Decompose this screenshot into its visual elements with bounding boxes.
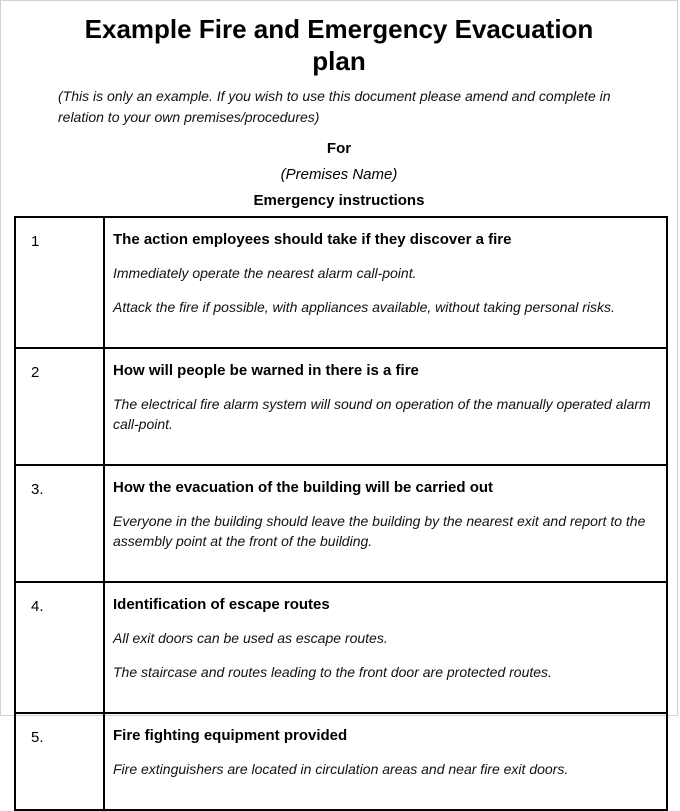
page-title: [44, 13, 634, 77]
premises-name-placeholder: (Premises Name): [280, 166, 398, 183]
instruction-paragraph: The electrical fire alarm system will sound on operation of the manually operated alarm call-point.: [113, 396, 651, 432]
page-title-line-1: Example Fire and Emergency Evacuation: [84, 14, 594, 44]
instruction-number: 2: [15, 348, 104, 465]
instruction-heading: Fire fighting equipment provided: [113, 727, 348, 744]
instruction-number: 4.: [15, 582, 104, 713]
instruction-heading: Identification of escape routes: [113, 596, 330, 613]
instruction-heading: How will people be warned in there is a fire: [113, 362, 419, 379]
instruction-content: [104, 465, 667, 582]
table-row: [15, 582, 667, 713]
instruction-paragraph: Immediately operate the nearest alarm call-point.: [113, 265, 417, 281]
table-row: [15, 713, 667, 810]
instruction-number: 3.: [15, 465, 104, 582]
instruction-number: 5.: [15, 713, 104, 810]
table-row: [15, 217, 667, 348]
instruction-paragraph: All exit doors can be used as escape routes.: [113, 630, 388, 646]
instruction-paragraph: Attack the fire if possible, with appliances available, without taking personal risks.: [113, 299, 615, 315]
emergency-instructions-table: [14, 216, 668, 811]
instruction-heading: How the evacuation of the building will be carried out: [113, 479, 494, 496]
instruction-heading: The action employees should take if they discover a fire: [113, 231, 512, 248]
instruction-content: [104, 582, 667, 713]
section-title: Emergency instructions: [253, 192, 425, 209]
disclaimer-text: (This is only an example. If you wish to use this document please amend and complete in relation to your own premises/procedures): [58, 88, 611, 125]
instruction-content: [104, 713, 667, 810]
instruction-number: 1: [15, 217, 104, 348]
instruction-content: [104, 348, 667, 465]
table-row: [15, 465, 667, 582]
instruction-paragraph: Everyone in the building should leave the building by the nearest exit and report to the assembly point at the front of the building.: [113, 513, 646, 549]
instruction-paragraph: The staircase and routes leading to the front door are protected routes.: [113, 664, 552, 680]
instruction-paragraph: Fire extinguishers are located in circulation areas and near fire exit doors.: [113, 761, 569, 777]
for-label: For: [326, 140, 352, 157]
table-row: [15, 348, 667, 465]
instruction-content: [104, 217, 667, 348]
page-title-line-2: plan: [312, 46, 366, 76]
